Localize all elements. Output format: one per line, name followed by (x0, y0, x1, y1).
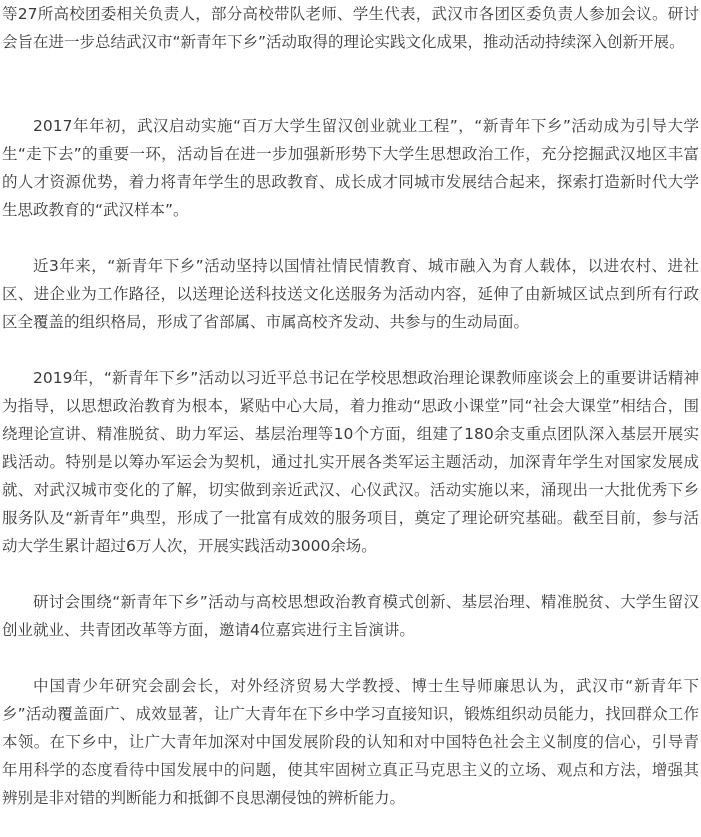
paragraph-4: 2019年，“新青年下乡”活动以习近平总书记在学校思想政治理论课教师座谈会上的重要讲话精神为指导，以思想政治教育为根本，紧贴中心大局，着力推动“思政小课堂”同“社会大课堂”相结合，围绕理论宣讲、精准脱贫、助力军运、基层治理等10个方面，组建了180余支重点团队深入基层开展实践活动。特别是以筹办军运会为契机，通过扎实开展各类军运主题活动，加深青年学生对国家发展成就、对武汉城市变化的了解，切实做到亲近武汉、心仪武汉。活动实施以来，涌现出一大批优秀下乡服务队及“新青年”典型，形成了一批富有成效的服务项目，奠定了理论研究基础。截至目前，参与活动大学生累计超过6万人次，开展实践活动3000余场。 (2, 369, 699, 555)
paragraph-3: 近3年来，“新青年下乡”活动坚持以国情社情民情教育、城市融入为育人载体，以进农村、进社区、进企业为工作路径，以送理论送科技送文化送服务为活动内容，延伸了由新城区试点到所有行政区全覆盖的组织格局，形成了省部属、市属高校齐发动、共参与的生动局面。 (2, 257, 699, 331)
paragraph-6: 中国青少年研究会副会长，对外经济贸易大学教授、博士生导师廉思认为，武汉市“新青年下乡”活动覆盖面广、成效显著，让广大青年在下乡中学习直接知识，锻炼组织动员能力，找回群众工作本领。在下乡中，让广大青年加深对中国发展阶段的认知和对中国特色社会主义制度的信心，引导青年用科学的态度看待中国发展中的问题，使其牢固树立真正马克思主义的立场、观点和方法，增强其辨别是非对错的判断能力和抵御不良思潮侵蚀的辨析能力。 (2, 677, 699, 807)
paragraph-2: 2017年年初，武汉启动实施“百万大学生留汉创业就业工程”，“新青年下乡”活动成为引导大学生“走下去”的重要一环，活动旨在进一步加强新形势下大学生思想政治工作，充分挖掘武汉地区丰富的人才资源优势，着力将青年学生的思政教育、成长成才同城市发展结合起来，探索打造新时代大学生思政教育的“武汉样本”。 (2, 117, 699, 219)
paragraph-5: 研讨会围绕“新青年下乡”活动与高校思想政治教育模式创新、基层治理、精准脱贫、大学生留汉创业就业、共青团改革等方面，邀请4位嘉宾进行主旨演讲。 (2, 593, 699, 639)
paragraph-1: 等27所高校团委相关负责人，部分高校带队老师、学生代表，武汉市各团区委负责人参加会议。研讨会旨在进一步总结武汉市“新青年下乡”活动取得的理论实践文化成果，推动活动持续深入创新开展。 (2, 5, 699, 51)
